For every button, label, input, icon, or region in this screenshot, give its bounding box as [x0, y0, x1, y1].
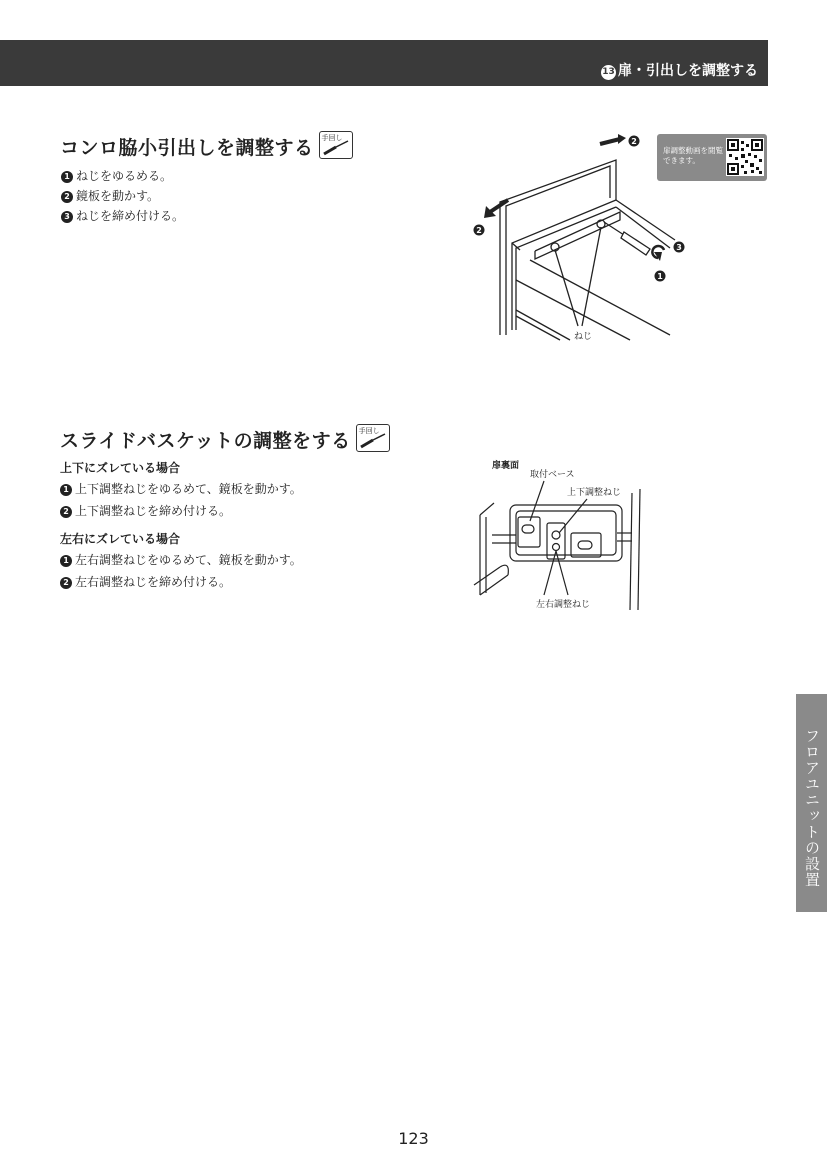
tool-label: 手回し [321, 134, 343, 142]
screwdriver-tool-icon [319, 131, 353, 159]
side-tab-label: フロアユニットの設置 [803, 728, 821, 888]
step-text: 左右調整ねじをゆるめて、鏡板を動かす。 [75, 553, 302, 567]
marker-3: 3 [676, 243, 682, 252]
label-mounting-base: 取付ベース [530, 470, 575, 480]
section1-step-2 [61, 187, 159, 204]
basket-adjust-figure [472, 455, 662, 615]
marker-2-top: 2 [631, 137, 637, 146]
step-number: 1 [60, 555, 72, 567]
step-number: 1 [60, 484, 72, 496]
step-number: 1 [61, 171, 73, 183]
header-title-text: 扉・引出しを調整する [618, 63, 758, 79]
step-text: ねじを締め付ける。 [76, 209, 185, 223]
section1-title-text: コンロ脇小引出しを調整する [60, 137, 314, 159]
step-text: 鏡板を動かす。 [76, 189, 160, 203]
label-horizontal-screw: 左右調整ねじ [536, 600, 591, 610]
marker-1: 1 [657, 272, 663, 281]
step-text: 上下調整ねじを締め付ける。 [75, 504, 232, 518]
group1-step-1 [60, 480, 302, 497]
group2-step-2 [60, 573, 231, 590]
step-number: 2 [61, 191, 73, 203]
drawer-adjust-figure [470, 130, 680, 345]
header-bar [0, 40, 768, 86]
group2-heading: 左右にズレている場合 [60, 532, 181, 546]
group2-step-1 [60, 551, 302, 568]
section2-title [60, 424, 390, 453]
section1-step-3 [61, 207, 184, 224]
step-text: 上下調整ねじをゆるめて、鏡板を動かす。 [75, 482, 302, 496]
chapter-side-tab[interactable] [796, 694, 827, 912]
tool-label: 手回し [358, 427, 380, 435]
step-text: 左右調整ねじを締め付ける。 [75, 575, 232, 589]
section1-step-1 [61, 167, 172, 184]
section2-title-text: スライドバスケットの調整をする [60, 430, 351, 452]
qr-caption: 扉調整動画を閲覧できます。 [663, 146, 723, 165]
step-number: 2 [60, 506, 72, 518]
figure-caption: 扉裏面 [492, 461, 520, 471]
label-vertical-screw: 上下調整ねじ [567, 488, 622, 498]
section1-title [60, 131, 353, 160]
group1-step-2 [60, 502, 231, 519]
screw-label: ねじ [574, 332, 593, 342]
page-section-title [601, 60, 758, 80]
qr-code-icon[interactable] [726, 138, 764, 176]
marker-2-left: 2 [476, 226, 482, 235]
step-text: ねじをゆるめる。 [76, 169, 173, 183]
page-number: 123 [398, 1129, 429, 1148]
section-number-badge: 13 [601, 65, 616, 80]
group1-heading: 上下にズレている場合 [60, 461, 181, 475]
step-number: 2 [60, 577, 72, 589]
screwdriver-tool-icon [356, 424, 390, 452]
step-number: 3 [61, 211, 73, 223]
